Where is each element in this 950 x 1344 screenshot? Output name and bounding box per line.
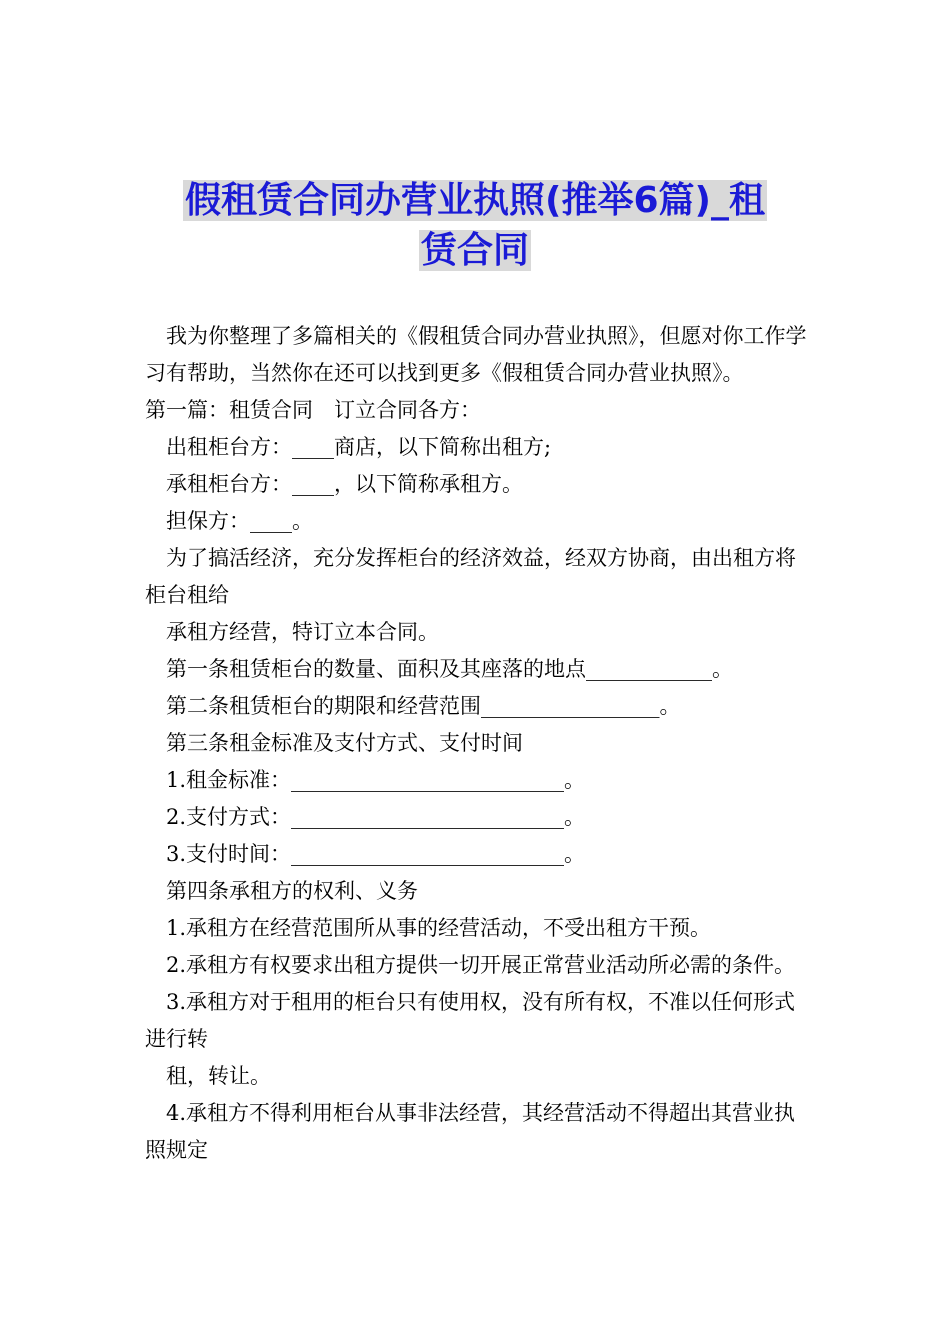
article-4-item-4: 4.承租方不得利用柜台从事非法经营，其经营活动不得超出其营业执照规定: [145, 1101, 796, 1162]
article-3: 第三条租金标准及支付方式、支付时间: [166, 731, 523, 755]
article-4-item-1: 1.承租方在经营范围所从事的经营活动，不受出租方干预。: [166, 916, 712, 940]
title-line-1: 假租赁合同办营业执照(推举6篇)_租: [185, 180, 765, 221]
purpose-paragraph: 为了搞活经济，充分发挥柜台的经济效益，经双方协商，由出租方将柜台租给: [145, 546, 796, 607]
intro-paragraph: 我为你整理了多篇相关的《假租赁合同办营业执照》，但愿对你工作学习有帮助，当然你在还可以找到更多《假租赁合同办营业执照》。: [145, 324, 807, 385]
section-heading: 第一篇：租赁合同 订立合同各方：: [145, 398, 481, 422]
party-guarantor: 担保方：____。: [166, 509, 313, 533]
document-body: [145, 318, 810, 1169]
article-4-item-3-continuation: 租，转让。: [166, 1064, 271, 1088]
party-lessee: 承租柜台方：____，以下简称承租方。: [166, 472, 523, 496]
article-1: 第一条租赁柜台的数量、面积及其座落的地点____________。: [166, 657, 733, 681]
document-title: [0, 176, 950, 276]
purpose-continuation: 承租方经营，特订立本合同。: [166, 620, 439, 644]
article-2: 第二条租赁柜台的期限和经营范围_________________。: [166, 694, 681, 718]
article-4-item-2: 2.承租方有权要求出租方提供一切开展正常营业活动所必需的条件。: [166, 953, 796, 977]
party-lessor: 出租柜台方：____商店，以下简称出租方;: [166, 435, 552, 459]
article-4: 第四条承租方的权利、义务: [166, 879, 418, 903]
title-line-2: 赁合同: [420, 230, 529, 271]
article-3-item-3: 3.支付时间：__________________________。: [166, 842, 586, 866]
article-3-item-2: 2.支付方式：__________________________。: [166, 805, 586, 829]
article-3-item-1: 1.租金标准：__________________________。: [166, 768, 586, 792]
article-4-item-3: 3.承租方对于租用的柜台只有使用权，没有所有权，不准以任何形式进行转: [145, 990, 796, 1051]
